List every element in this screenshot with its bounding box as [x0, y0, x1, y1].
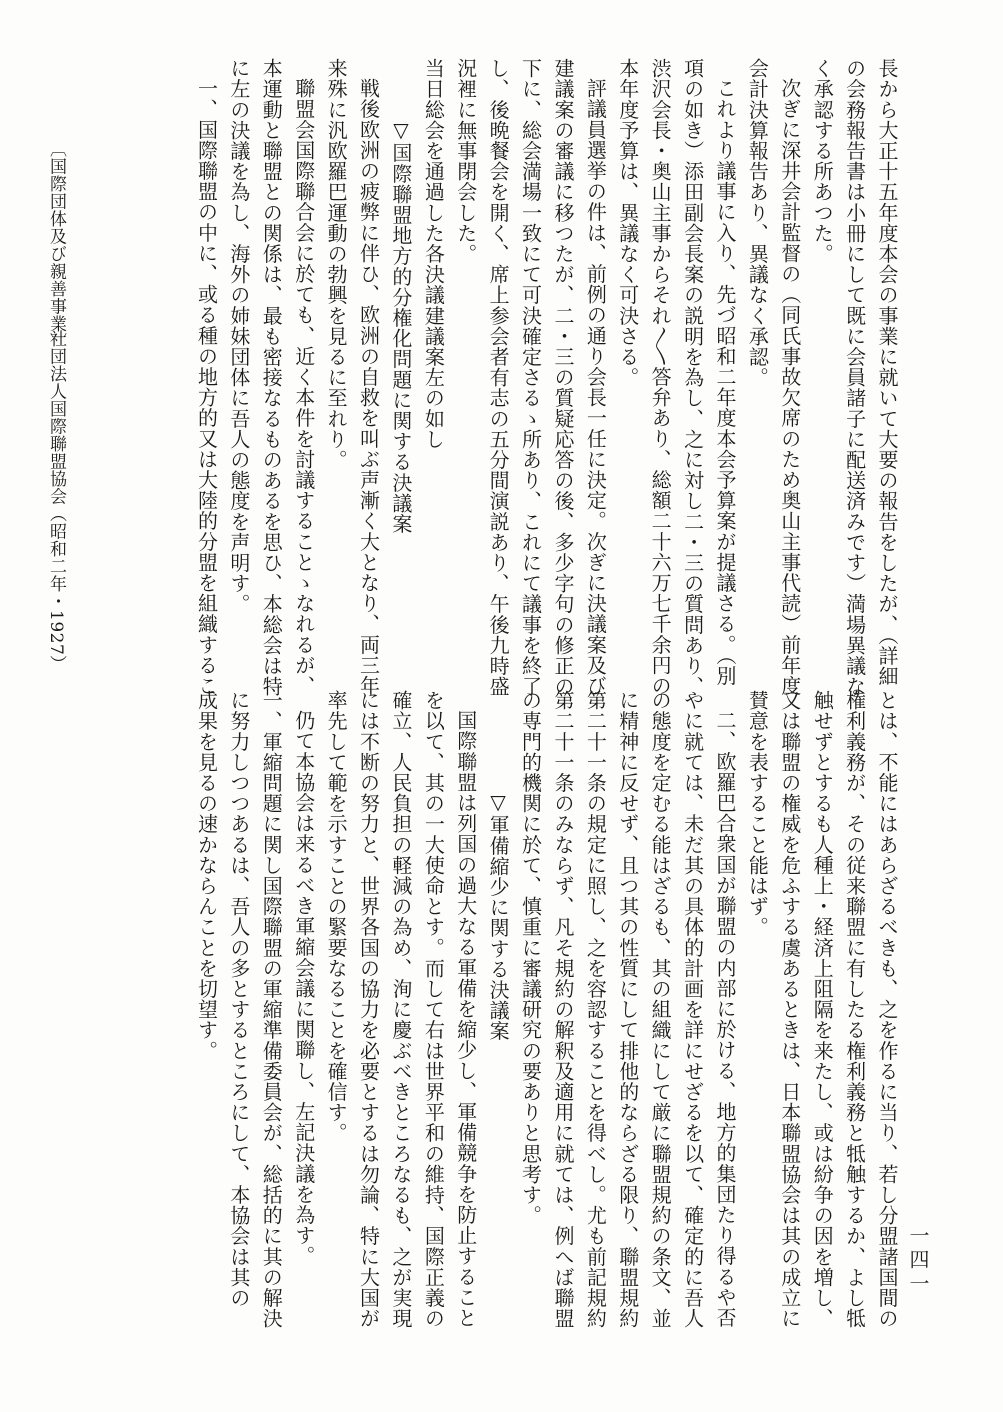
upper-text-block — [190, 58, 903, 697]
text-line: 一、軍縮問題に関し国際聯盟の軍縮準備委員会が、総括的に其の解決 — [259, 690, 284, 1329]
text-line: に左の決議を為し、海外の姉妹団体に吾人の態度を声明す。 — [226, 58, 251, 615]
text-line: に努力しつつあるは、吾人の多とするところにして、本協会は其の — [226, 690, 251, 1308]
text-line: 第二十一条の規定に照し、之を容認することを得べし。尤も前記規約 — [583, 690, 608, 1329]
text-line: 戦後欧洲の疲弊に伴ひ、欧洲の自救を叫ぶ声漸く大となり、両三年 — [356, 78, 381, 696]
text-line: く承認する所あつた。 — [810, 58, 835, 264]
section-heading: ▽軍備縮少に関する決議案 — [486, 790, 511, 1042]
text-line: 下に、総会満場一致にて可決確定さるゝ所あり、これにて議事を終了 — [518, 58, 543, 697]
text-line: 建議案の審議に移つたが、二・三の質疑応答の後、多少字句の修正の — [550, 58, 575, 697]
text-line: 来殊に汎欧羅巴運動の勃興を見るに至れり。 — [324, 58, 349, 470]
text-line: とは、不能にはあらざるべきも、之を作るに当り、若し分盟諸国間の — [875, 690, 899, 1329]
text-line: 長から大正十五年度本会の事業に就いて大要の報告をしたが、（詳細 — [875, 58, 899, 687]
text-line: 渋沢会長・奥山主事からそれ〳〵答弁あり、総額二十六万七千余円の — [648, 58, 673, 696]
text-line: の態度を定むる能はざるも、其の組織にして厳に聯盟規約の条文、並 — [648, 690, 673, 1329]
text-line: には不断の努力と、世界各国の協力を必要とするは勿論、特に大国が — [356, 690, 381, 1329]
text-line: 評議員選挙の件は、前例の通り会長一任に決定。次ぎに決議案及び — [583, 78, 608, 696]
text-line: 次ぎに深井会計監督の（同氏事故欠席のため奥山主事代読）前年度 — [777, 78, 802, 696]
text-line: 本運動と聯盟との関係は、最も密接なるものあるを思ひ、本総会は特 — [259, 58, 284, 697]
text-line: 成果を見るの速かならんことを切望す。 — [194, 690, 219, 1061]
text-line: し、後晩餐会を開く、席上参会者有志の五分間演説あり、午後九時盛 — [486, 58, 511, 697]
text-line: 項の如き）添田副会長案の説明を為し、之に対し二・三の質問あり、 — [680, 58, 705, 697]
section-label: 〔国際団体及び親善事業〕 — [46, 140, 66, 350]
text-line: の会務報告書は小冊にして既に会員諸子に配送済みです）満場異議な — [842, 58, 867, 697]
lower-text-block — [190, 690, 903, 1329]
page-number: 一四一 — [906, 1225, 930, 1297]
source-label: 社団法人国際聯盟協会（昭和二年・1927） — [46, 330, 66, 673]
text-line: 一、国際聯盟の中に、或る種の地方的又は大陸的分盟を組織するこ — [194, 78, 219, 696]
text-line: に精神に反せず、且つ其の性質にして排他的ならざる限り、聯盟規約 — [615, 690, 640, 1329]
text-line: を以て、其の一大使命とす。而して右は世界平和の維持、国際正義の — [421, 690, 446, 1329]
text-line: 率先して範を示すことの緊要なることを確信す。 — [324, 690, 349, 1144]
text-line: 触せずとするも人種上・経済上阻隔を来たし、或は紛争の因を増し、 — [810, 690, 835, 1329]
text-line: これより議事に入り、先づ昭和二年度本会予算案が提議さる。（別 — [712, 78, 737, 686]
text-line: 国際聯盟は列国の過大なる軍備を縮少し、軍備競争を防止すること — [453, 710, 478, 1328]
text-line: 当日総会を通過した各決議建議案左の如し — [421, 58, 446, 450]
text-line: 又は聯盟の権威を危ふする虞あるときは、日本聯盟協会は其の成立に — [777, 690, 802, 1329]
text-line: 賛意を表すること能はず。 — [745, 690, 770, 938]
text-line: 聯盟会国際聯合会に於ても、近く本件を討議することゝなれるが、 — [291, 78, 316, 696]
text-line: 第二十一条のみならず、凡そ規約の解釈及適用に就ては、例へば聯盟 — [550, 690, 575, 1329]
text-line: 本年度予算は、異議なく可決さる。 — [615, 58, 640, 388]
text-line: 二、欧羅巴合衆国が聯盟の内部に於ける、地方的集団たり得るや否 — [712, 710, 737, 1328]
text-line: 権利義務が、その従来聯盟に有したる権利義務と牴触するか、よし牴 — [842, 690, 867, 1329]
text-line: 確立、人民負担の軽減の為め、洵に慶ぶべきところなるも、之が実現 — [388, 690, 413, 1329]
text-line: の専門的機関に於て、慎重に審議研究の要ありと思考す。 — [518, 690, 543, 1226]
text-line: 会計決算報告あり、異議なく承認。 — [745, 58, 770, 388]
section-heading: ▽国際聯盟地方的分権化問題に関する決議案 — [388, 118, 413, 534]
text-line: やに就ては、未だ其の具体的計画を詳にせざるを以て、確定的に吾人 — [680, 690, 705, 1329]
text-line: 況裡に無事閉会した。 — [453, 58, 478, 264]
text-line: 仍て本協会は来るべき軍縮会議に関聯し、左記決議を為す。 — [291, 710, 316, 1267]
